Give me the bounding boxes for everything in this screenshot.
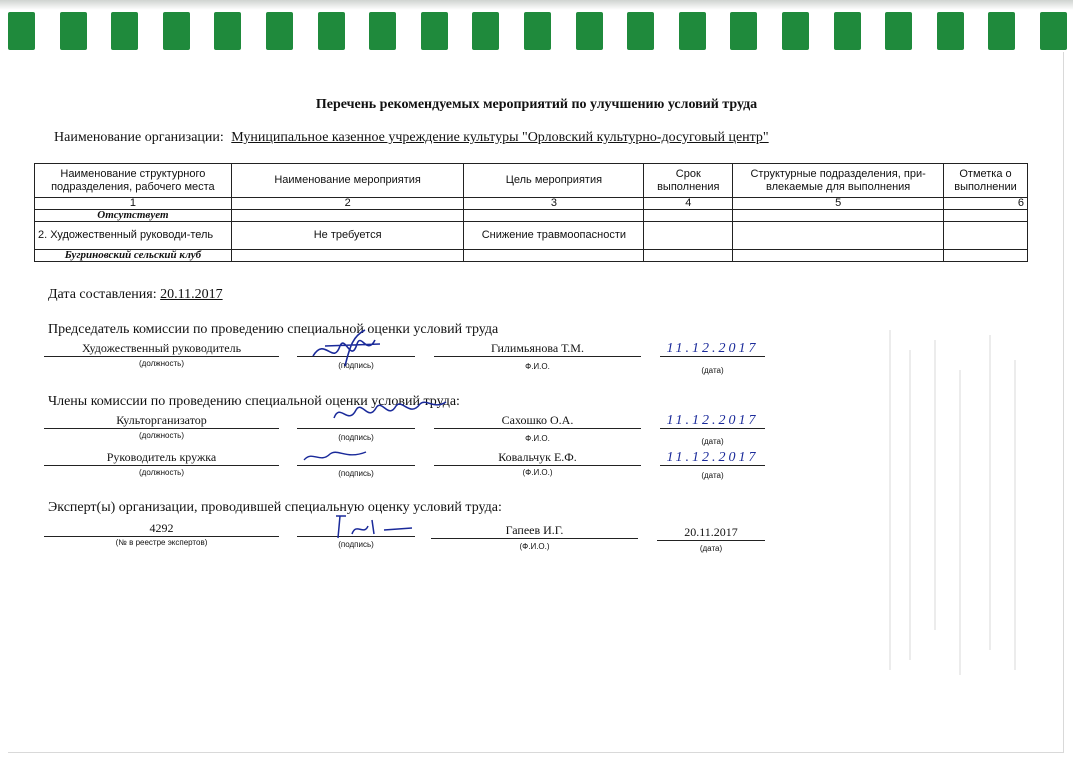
caption-date: (дата) (701, 366, 724, 375)
binding-tab (988, 12, 1015, 50)
header-workplace: Наименование структурного подразделения, рабочего места (35, 164, 232, 198)
col-number: 6 (944, 198, 1028, 210)
section-label-absent: Отсутствует (35, 210, 232, 222)
chairman-date: 11.12.2017 (666, 341, 759, 356)
chairman-name: Гилимьянова Т.М. (434, 340, 641, 357)
organization-line (54, 130, 769, 146)
expert-heading: Эксперт(ы) организации, проводившей специальную оценку условий труда: (48, 500, 502, 515)
member-signature (300, 446, 370, 468)
binding-tab (60, 12, 87, 50)
members-heading: Члены комиссии по проведению специальной оценки условий труда: (48, 394, 460, 409)
empty-cell (231, 250, 464, 262)
binding-tab (524, 12, 551, 50)
empty-cell (944, 222, 1028, 250)
organization-name: Муниципальное казенное учреждение культуры "Орловский культурно-досуговый центр" (231, 130, 769, 145)
caption-fio: Ф.И.О. (525, 362, 550, 371)
binding-tab (369, 12, 396, 50)
table-row (35, 222, 1028, 250)
expert-name: Гапеев И.Г. (431, 522, 638, 539)
caption-signature: (подпись) (338, 540, 374, 549)
header-measure: Наименование мероприятия (231, 164, 464, 198)
header-departments: Структурные подразделения, при-влекаемые для выполнения (733, 164, 944, 198)
binding-tab (472, 12, 499, 50)
member-signature (330, 396, 450, 432)
empty-cell (733, 250, 944, 262)
caption-signature: (подпись) (338, 469, 374, 478)
bleed-through-texture (880, 330, 1030, 680)
member-position: Руководитель кружка (44, 449, 279, 466)
empty-cell (464, 210, 644, 222)
member-date: 11.12.2017 (666, 413, 759, 428)
table-section-row (35, 210, 1028, 222)
caption-date: (дата) (701, 471, 724, 480)
member-name: Ковальчук Е.Ф. (434, 449, 641, 466)
binding-tab (421, 12, 448, 50)
expert-signature (330, 512, 416, 542)
empty-cell (644, 210, 733, 222)
binding-tab (318, 12, 345, 50)
organization-label: Наименование организации: (54, 130, 224, 145)
table-section-row (35, 250, 1028, 262)
member-date: 11.12.2017 (666, 450, 759, 465)
caption-registry: (№ в реестре экспертов) (115, 538, 208, 547)
binding-tab (8, 12, 35, 50)
binding-tab (576, 12, 603, 50)
binding-tab (1040, 12, 1067, 50)
binding-tab (730, 12, 757, 50)
header-completion: Отметка о выполнении (944, 164, 1028, 198)
chairman-signature (305, 326, 395, 374)
empty-cell (944, 250, 1028, 262)
empty-cell (733, 210, 944, 222)
bleed-through-lines (880, 330, 1030, 680)
header-goal: Цель мероприятия (464, 164, 644, 198)
binding-tab (937, 12, 964, 50)
member-name: Сахошко О.А. (434, 412, 641, 429)
row-measure: Не требуется (231, 222, 464, 250)
section-label-club: Бугриновский сельский клуб (35, 250, 232, 262)
binding-tab (679, 12, 706, 50)
col-number: 3 (464, 198, 644, 210)
binding-tab (782, 12, 809, 50)
caption-fio: (Ф.И.О.) (522, 468, 553, 477)
binding-tab (163, 12, 190, 50)
row-goal: Снижение травмоопасности (464, 222, 644, 250)
document-title: Перечень рекомендуемых мероприятий по улучшению условий труда (315, 97, 758, 112)
binding-tab (111, 12, 138, 50)
col-number: 4 (644, 198, 733, 210)
empty-cell (733, 222, 944, 250)
binding-tab (627, 12, 654, 50)
expert-date: 20.11.2017 (657, 524, 765, 541)
chairman-heading: Председатель комиссии по проведению специальной оценки условий труда (48, 322, 499, 337)
table-number-row (35, 198, 1028, 210)
binding-tab (266, 12, 293, 50)
empty-cell (464, 250, 644, 262)
empty-cell (944, 210, 1028, 222)
empty-cell (644, 222, 733, 250)
binding-tab (834, 12, 861, 50)
col-number: 5 (733, 198, 944, 210)
caption-fio: (Ф.И.О.) (519, 542, 550, 551)
caption-position: (должность) (139, 431, 184, 440)
caption-position: (должность) (139, 359, 184, 368)
caption-signature: (подпись) (338, 361, 374, 370)
binding-strip (0, 0, 1073, 58)
empty-cell (231, 210, 464, 222)
expert-registry: 4292 (44, 520, 279, 537)
caption-fio: Ф.И.О. (525, 434, 550, 443)
row-workplace: 2. Художественный руководи-тель (35, 222, 232, 250)
table-header-row (35, 164, 1028, 198)
empty-cell (644, 250, 733, 262)
caption-date: (дата) (699, 544, 723, 553)
col-number: 1 (35, 198, 232, 210)
caption-position: (должность) (139, 468, 184, 477)
header-deadline: Срок выполнения (644, 164, 733, 198)
compiled-date: 20.11.2017 (160, 287, 223, 302)
measures-table (34, 163, 1028, 262)
caption-signature: (подпись) (338, 433, 374, 442)
col-number: 2 (231, 198, 464, 210)
chairman-position: Художественный руководитель (44, 340, 279, 357)
member-position: Культорганизатор (44, 412, 279, 429)
binding-tab (214, 12, 241, 50)
binding-tab (885, 12, 912, 50)
compiled-date-line (48, 287, 223, 303)
binding-shadow (0, 0, 1073, 10)
caption-date: (дата) (701, 437, 724, 446)
compiled-label: Дата составления: (48, 287, 157, 302)
